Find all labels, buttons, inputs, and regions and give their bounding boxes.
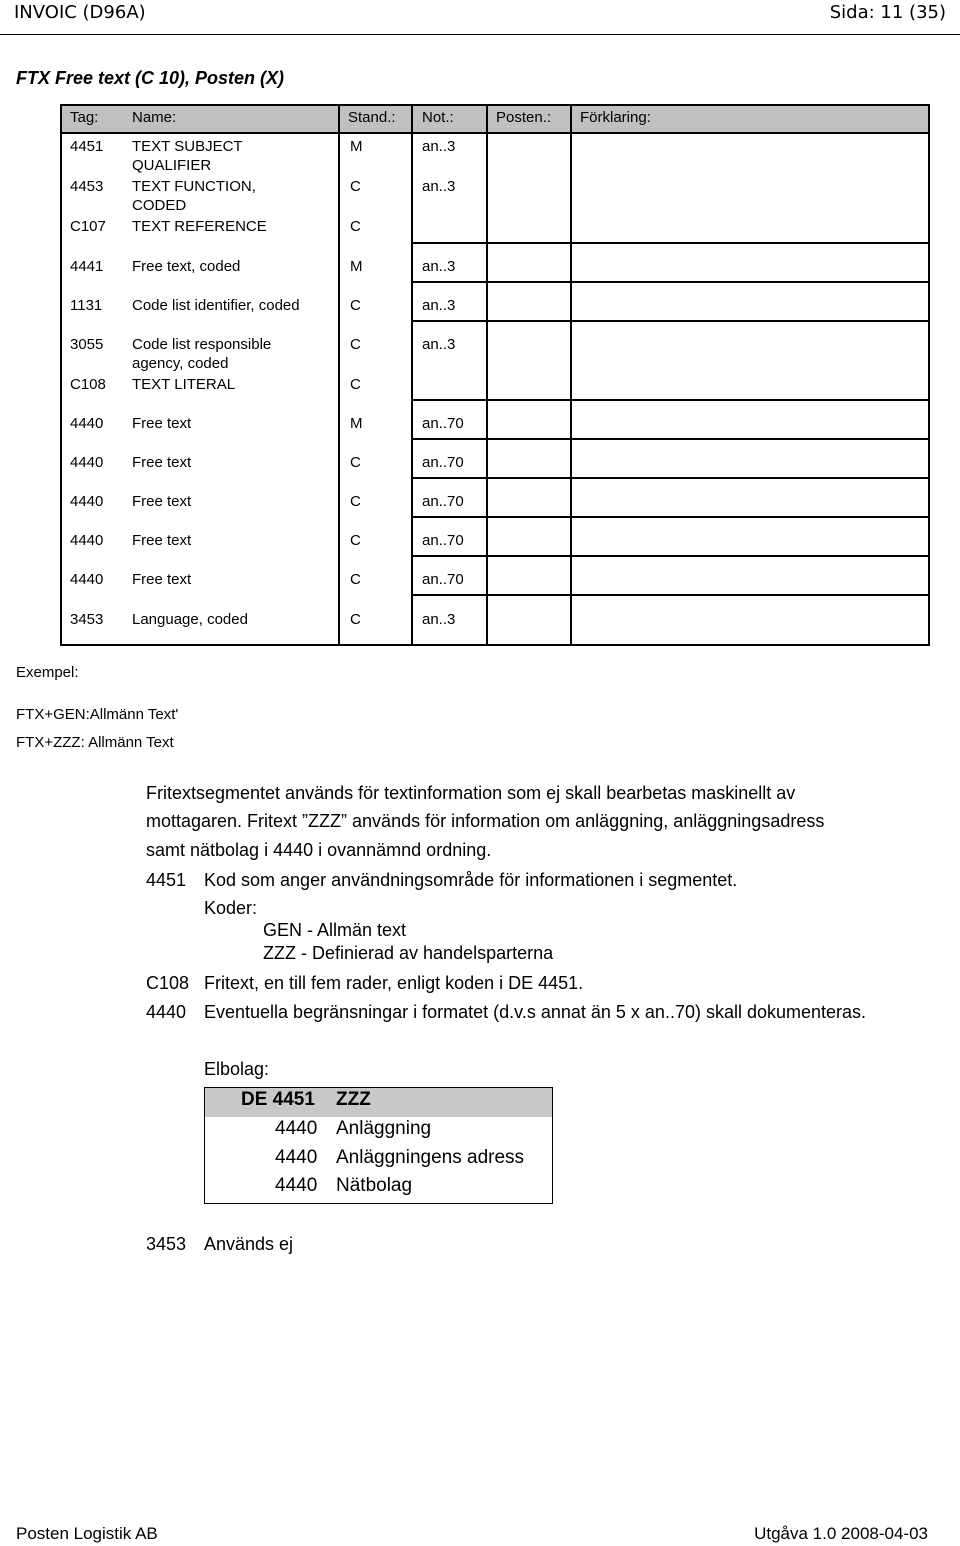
cell-stand: C: [350, 178, 361, 195]
cell-name: Free text: [132, 415, 192, 432]
cell-not: an..3: [422, 138, 456, 155]
elbolag-header-value: ZZZ: [336, 1089, 371, 1110]
elbolag-cell-de: 4440: [275, 1147, 318, 1168]
elbolag-cell-value: Anläggningens adress: [336, 1147, 525, 1168]
segment-title: FTX Free text (C 10), Posten (X): [16, 68, 285, 88]
cell-stand: C: [350, 611, 361, 628]
header-tag: Tag:: [70, 109, 99, 126]
cell-tag: 4440: [70, 454, 104, 471]
cell-tag: 4440: [70, 493, 104, 510]
column-divider: [338, 106, 340, 644]
header-stand: Stand.:: [348, 109, 396, 126]
cell-name: Code list responsible: [132, 336, 272, 353]
cell-name: Language, coded: [132, 611, 248, 628]
cell-stand: C: [350, 297, 361, 314]
cell-tag: 4440: [70, 532, 104, 549]
cell-stand: C: [350, 218, 361, 235]
code-item: ZZZ - Definierad av handelsparterna: [263, 943, 554, 963]
elbolag-table: [204, 1087, 553, 1204]
cell-name: Free text: [132, 493, 192, 510]
elbolag-header-de: DE 4451: [241, 1089, 315, 1110]
cell-name: agency, coded: [132, 355, 229, 372]
example-line: FTX+ZZZ: Allmänn Text: [16, 734, 174, 751]
cell-tag: 4441: [70, 258, 104, 275]
elbolag-cell-de: 4440: [275, 1118, 318, 1139]
cell-stand: C: [350, 336, 361, 353]
cell-name: Free text: [132, 571, 192, 588]
row-divider: [411, 516, 928, 518]
cell-name: Free text, coded: [132, 258, 241, 275]
definition-tag: 4451: [146, 870, 187, 890]
cell-tag: C107: [70, 218, 106, 235]
table-header-row: [62, 106, 928, 134]
explanation-paragraph: Fritextsegmentet används för textinformation som ej skall bearbetas maskinellt av: [146, 783, 796, 803]
cell-name: TEXT LITERAL: [132, 376, 236, 393]
column-divider: [411, 106, 413, 644]
cell-not: an..70: [422, 415, 464, 432]
cell-not: an..3: [422, 258, 456, 275]
page-number: Sida: 11 (35): [829, 2, 946, 23]
footer-company: Posten Logistik AB: [16, 1524, 158, 1543]
cell-stand: C: [350, 376, 361, 393]
row-divider: [411, 477, 928, 479]
column-divider: [486, 106, 488, 644]
row-divider: [411, 320, 928, 322]
document-title: INVOIC (D96A): [14, 2, 146, 23]
cell-tag: 3055: [70, 336, 104, 353]
cell-stand: C: [350, 493, 361, 510]
cell-tag: 1131: [70, 297, 103, 314]
cell-not: an..70: [422, 571, 464, 588]
cell-tag: 4453: [70, 178, 104, 195]
row-divider: [411, 594, 928, 596]
cell-not: an..3: [422, 611, 456, 628]
cell-not: an..70: [422, 493, 464, 510]
cell-name: TEXT FUNCTION,: [132, 178, 256, 195]
elbolag-cell-value: Nätbolag: [336, 1175, 413, 1196]
definition-text: Används ej: [204, 1234, 294, 1254]
definition-text: Fritext, en till fem rader, enligt koden i DE 4451.: [204, 973, 584, 993]
cell-name: QUALIFIER: [132, 157, 212, 174]
codes-label: Koder:: [204, 898, 258, 918]
header-posten: Posten.:: [496, 109, 552, 126]
row-divider: [411, 281, 928, 283]
code-item: GEN - Allmän text: [263, 920, 407, 940]
cell-not: an..3: [422, 178, 456, 195]
example-line: FTX+GEN:Allmänn Text': [16, 706, 179, 723]
row-divider: [411, 242, 928, 244]
cell-name: Free text: [132, 532, 192, 549]
cell-tag: 4451: [70, 138, 104, 155]
explanation-paragraph: mottagaren. Fritext ”ZZZ” används för information om anläggning, anläggningsadress: [146, 811, 825, 831]
cell-name: Code list identifier, coded: [132, 297, 300, 314]
cell-not: an..3: [422, 297, 456, 314]
cell-stand: C: [350, 454, 361, 471]
definition-tag: 3453: [146, 1234, 187, 1254]
explanation-paragraph: samt nätbolag i 4440 i ovannämnd ordning.: [146, 840, 492, 860]
cell-not: an..3: [422, 336, 456, 353]
header-divider: [0, 34, 960, 35]
footer-version: Utgåva 1.0 2008-04-03: [754, 1524, 928, 1543]
header-not: Not.:: [422, 109, 454, 126]
row-divider: [411, 438, 928, 440]
cell-tag: 4440: [70, 415, 104, 432]
cell-stand: M: [350, 415, 363, 432]
cell-name: TEXT SUBJECT: [132, 138, 243, 155]
cell-tag: 3453: [70, 611, 104, 628]
cell-not: an..70: [422, 454, 464, 471]
elbolag-cell-value: Anläggning: [336, 1118, 432, 1139]
cell-tag: C108: [70, 376, 106, 393]
column-divider: [570, 106, 572, 644]
cell-stand: C: [350, 532, 361, 549]
elbolag-label: Elbolag:: [204, 1059, 270, 1079]
definition-text: Eventuella begränsningar i formatet (d.v.s annat än 5 x an..70) skall dokumenteras.: [204, 1002, 867, 1022]
cell-stand: M: [350, 258, 363, 275]
cell-stand: C: [350, 571, 361, 588]
header-forklaring: Förklaring:: [580, 109, 651, 126]
cell-not: an..70: [422, 532, 464, 549]
definition-tag: 4440: [146, 1002, 187, 1022]
example-label: Exempel:: [16, 664, 79, 681]
definition-text: Kod som anger användningsområde för informationen i segmentet.: [204, 870, 738, 890]
row-divider: [411, 399, 928, 401]
row-divider: [411, 555, 928, 557]
cell-stand: M: [350, 138, 363, 155]
cell-name: CODED: [132, 197, 187, 214]
definition-tag: C108: [146, 973, 190, 993]
elbolag-cell-de: 4440: [275, 1175, 318, 1196]
segment-table: [60, 104, 930, 646]
header-name: Name:: [132, 109, 177, 126]
cell-name: TEXT REFERENCE: [132, 218, 267, 235]
cell-tag: 4440: [70, 571, 104, 588]
cell-name: Free text: [132, 454, 192, 471]
